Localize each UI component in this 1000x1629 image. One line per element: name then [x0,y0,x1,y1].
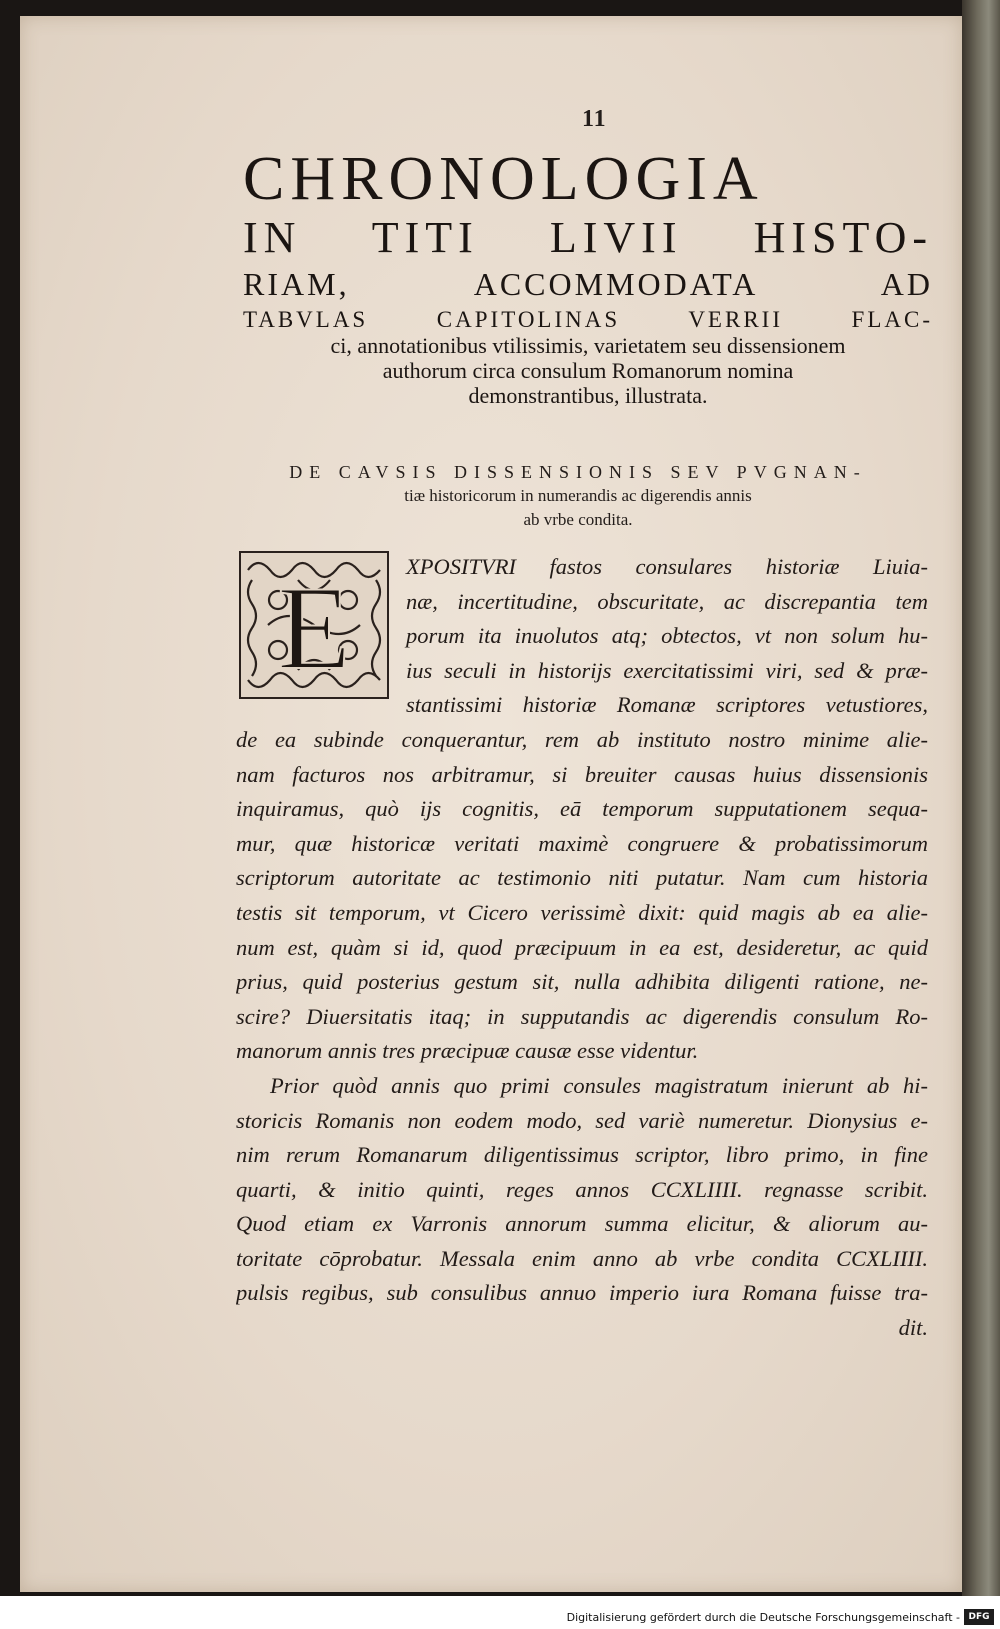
body-line: nam facturos nos arbitramur, si breuiter causas huius dissensionis [236,761,928,787]
body-line: num est, quàm si id, quod præcipuum in ea est, desideretur, ac quid [236,934,928,960]
body-line: testis sit temporum, vt Cicero verissimè dixit: quid magis ab ea alie- [236,899,928,925]
body-line: inquiramus, quò ijs cognitis, eā temporum supputationem sequa- [236,796,928,822]
body-line: porum ita inuolutos atq; obtectos, vt non solum hu- [406,623,928,649]
title-line-4: TABVLAS CAPITOLINAS VERRII FLAC- [243,307,933,332]
body-text [236,550,928,1346]
body-line: stantissimi historiæ Romanæ scriptores vetustiores, [406,692,928,718]
body-line: næ, incertitudine, obscuritate, ac discrepantia tem [406,588,928,614]
section-heading-line-3: ab vrbe condita. [523,510,633,529]
body-line: Quod etiam ex Varronis annorum summa elicitur, & aliorum au- [236,1211,928,1237]
body-line: quarti, & initio quinti, reges annos CCXLIIII. regnasse scribit. [236,1176,928,1202]
title-line-6: authorum circa consulum Romanorum nomina [382,358,794,383]
body-line: mur, quæ historicæ veritati maximè congruere & probatissimorum [236,830,928,856]
adjacent-page-edge [962,0,1000,1600]
body-line: manorum annis tres præcipuæ causæ esse videntur. [236,1038,699,1064]
page-title [243,145,933,408]
body-line: XPOSITVRI fastos consulares historiæ Liuia- [406,554,928,579]
body-line: Prior quòd annis quo primi consules magistratum inierunt ab hi- [270,1072,928,1098]
title-line-1: CHRONOLOGIA [243,145,764,213]
section-heading [258,460,898,532]
section-heading-line-2: tiæ historicorum in numerandis ac digerendis annis [404,486,752,505]
title-line-3: RIAM, ACCOMMODATA AD [243,266,933,302]
title-line-7: demonstrantibus, illustrata. [468,383,708,408]
body-line: storicis Romanis non eodem modo, sed variè numeretur. Dionysius e- [236,1107,928,1133]
body-line: scire? Diuersitatis itaq; in supputandis ac digerendis consulum Ro- [236,1003,928,1029]
body-line: de ea subinde conquerantur, rem ab instituto nostro minime alie- [236,726,928,752]
book-page [20,16,962,1592]
page-number: 11 [582,106,607,132]
body-line: pulsis regibus, sub consulibus annuo imperio iura Romana fuisse tra- [236,1280,928,1306]
title-line-2: IN TITI LIVII HISTO- [243,213,933,262]
body-line: nim rerum Romanarum diligentissimus scriptor, libro primo, in fine [236,1142,928,1168]
dfg-logo: DFG [964,1609,994,1625]
catchword: dit. [898,1315,928,1341]
body-line: ius seculi in historijs exercitatissimi viri, sed & præ- [406,657,928,683]
svg-text:E: E [277,561,351,694]
body-line: toritate cōprobatur. Messala enim anno ab vrbe condita CCXLIIII. [236,1245,928,1271]
funding-notice: Digitalisierung gefördert durch die Deutsche Forschungsgemeinschaft - [566,1611,960,1624]
title-line-5: ci, annotationibus vtilissimis, varietatem seu dissensionem [330,333,846,358]
body-line: prius, quid posterius gestum sit, nulla adhibita diligenti ratione, ne- [236,969,928,995]
section-heading-line-1: DE CAVSIS DISSENSIONIS SEV PVGNAN- [289,462,867,482]
body-line: scriptorum autoritate ac testimonio niti putatur. Nam cum historia [236,865,928,891]
